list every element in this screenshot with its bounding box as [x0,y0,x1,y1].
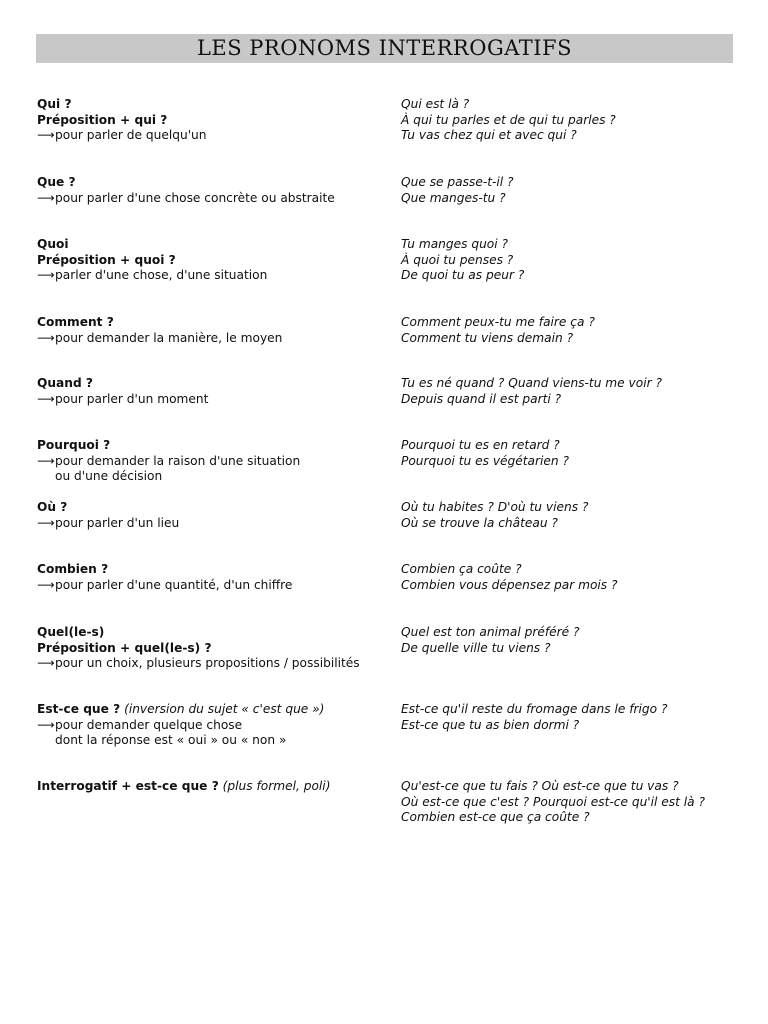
entry-left-column [37,315,392,346]
pronoun-heading: Préposition + quel(le-s) ? [37,640,212,655]
usage-text: pour parler d'une chose concrète ou abstraite [55,190,335,205]
example-sentence: De quoi tu as peur ? [401,268,525,283]
entry-examples [401,97,741,144]
usage-text: pour parler d'une quantité, d'un chiffre [55,577,293,592]
arrow-icon: ⟶ [37,453,55,468]
arrow-icon: ⟶ [37,515,55,530]
example-sentence: Pourquoi tu es végétarien ? [401,453,569,468]
arrow-icon: ⟶ [37,268,55,283]
usage-text: pour parler d'un lieu [55,515,180,530]
arrow-icon: ⟶ [37,717,55,732]
pronoun-heading: Préposition + qui ? [37,112,168,127]
entry-left-column [37,376,392,407]
entry-examples [401,237,741,284]
example-sentence: Comment peux-tu me faire ça ? [401,315,595,329]
arrow-icon: ⟶ [37,128,55,143]
example-sentence: Où se trouve la château ? [401,515,558,530]
entry-left-column [37,438,392,485]
pronoun-heading: Comment ? [37,315,114,329]
example-sentence: Pourquoi tu es en retard ? [401,438,560,452]
usage-text: pour demander la manière, le moyen [55,330,283,345]
example-sentence: Depuis quand il est parti ? [401,391,562,406]
entry-examples [401,315,741,346]
usage-note: (inversion du sujet « c'est que ») [124,702,325,716]
pronoun-heading: Quoi [37,237,69,251]
arrow-icon: ⟶ [37,190,55,205]
example-sentence: Où est-ce que c'est ? Pourquoi est-ce qu'il est là ? [401,794,705,809]
example-sentence: Est-ce qu'il reste du fromage dans le frigo ? [401,702,668,716]
example-sentence: Tu es né quand ? Quand viens-tu me voir ? [401,376,662,390]
example-sentence: Que manges-tu ? [401,190,506,205]
example-sentence: De quelle ville tu viens ? [401,640,551,655]
usage-text: parler d'une chose, d'une situation [55,268,268,283]
example-sentence: À quoi tu penses ? [401,252,514,267]
entry-left-column [37,97,392,144]
pronoun-heading: Quel(le-s) [37,625,105,639]
usage-text: pour parler de quelqu'un [55,128,207,143]
pronoun-heading: Préposition + quoi ? [37,252,176,267]
arrow-icon: ⟶ [37,656,55,671]
example-sentence: Qui est là ? [401,97,470,111]
pronoun-heading: Combien ? [37,562,109,576]
entry-examples [401,175,741,206]
usage-text: pour un choix, plusieurs propositions / possibilités [55,656,360,671]
example-sentence: À qui tu parles et de qui tu parles ? [401,112,616,127]
example-sentence: Où tu habites ? D'où tu viens ? [401,500,589,514]
entry-left-column [37,175,392,206]
entry-examples [401,779,741,826]
example-sentence: Tu vas chez qui et avec qui ? [401,128,577,143]
pronoun-heading: Qui ? [37,97,72,111]
usage-text: ou d'une décision [55,469,163,484]
example-sentence: Que se passe-t-il ? [401,175,514,189]
entry-examples [401,500,741,531]
entry-left-column [37,562,392,593]
page-title: LES PRONOMS INTERROGATIFS [196,36,573,60]
pronoun-heading: Que ? [37,175,76,189]
arrow-icon: ⟶ [37,330,55,345]
example-sentence: Quel est ton animal préféré ? [401,625,580,639]
example-sentence: Tu manges quoi ? [401,237,508,251]
entry-examples [401,438,741,469]
pronoun-heading: Est-ce que ? [37,702,121,716]
entry-examples [401,376,741,407]
arrow-icon: ⟶ [37,391,55,406]
entry-left-column [37,625,392,672]
title-bar [36,34,733,63]
usage-note: (plus formel, poli) [222,779,331,793]
entry-examples [401,625,741,656]
entry-examples [401,562,741,593]
entry-left-column [37,779,392,795]
arrow-icon: ⟶ [37,577,55,592]
example-sentence: Est-ce que tu as bien dormi ? [401,717,580,732]
example-sentence: Comment tu viens demain ? [401,330,574,345]
example-sentence: Qu'est-ce que tu fais ? Où est-ce que tu vas ? [401,779,679,793]
entry-left-column [37,702,392,749]
entry-left-column [37,237,392,284]
pronoun-heading: Où ? [37,500,68,514]
example-sentence: Combien ça coûte ? [401,562,522,576]
pronoun-heading: Quand ? [37,376,93,390]
usage-text: dont la réponse est « oui » ou « non » [55,733,287,748]
example-sentence: Combien vous dépensez par mois ? [401,577,618,592]
pronoun-heading: Pourquoi ? [37,438,111,452]
usage-text: pour parler d'un moment [55,391,209,406]
pronoun-heading: Interrogatif + est-ce que ? [37,779,219,793]
usage-text: pour demander quelque chose [55,717,243,732]
entry-left-column [37,500,392,531]
entry-examples [401,702,741,733]
usage-text: pour demander la raison d'une situation [55,453,301,468]
example-sentence: Combien est-ce que ça coûte ? [401,810,590,825]
